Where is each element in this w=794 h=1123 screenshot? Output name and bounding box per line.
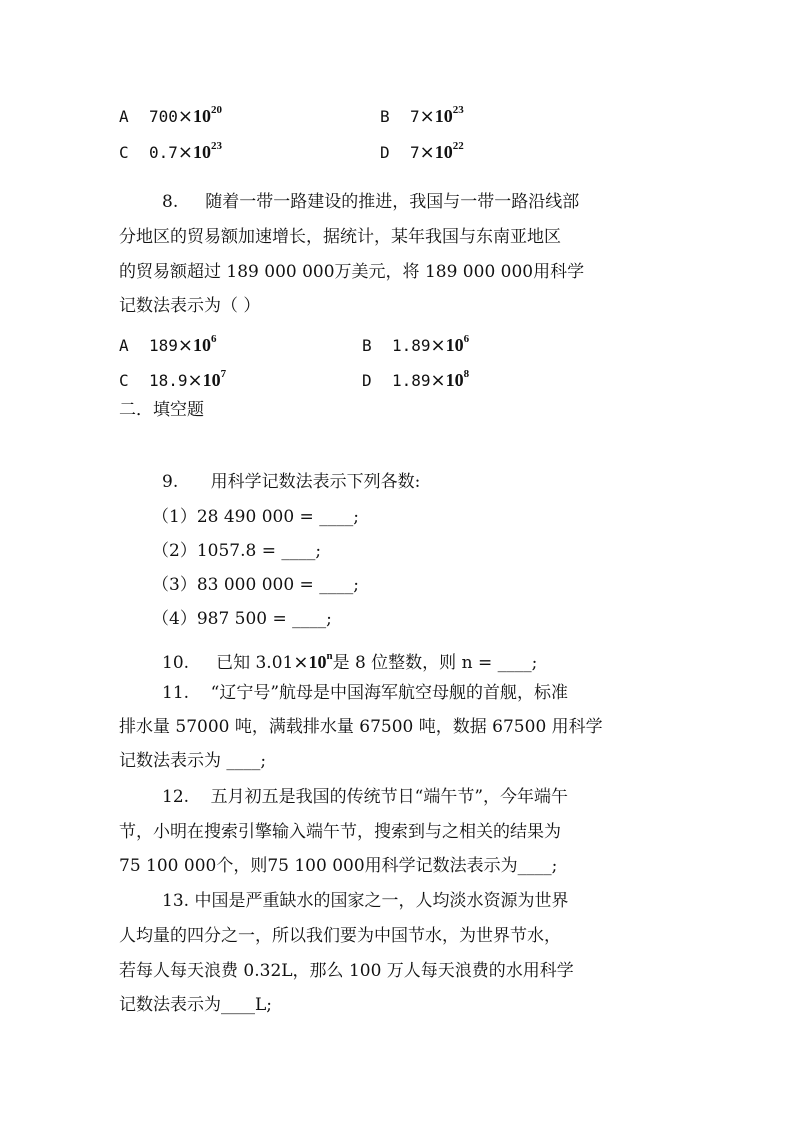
q8-line-4: 记数法表示为（ ）	[119, 296, 261, 316]
option-base: 7	[410, 143, 420, 162]
q8-line-2: 分地区的贸易额加速增长，据统计，某年我国与东南亚地区	[119, 227, 561, 247]
q13-line-1	[162, 889, 568, 913]
q7-option-a	[119, 100, 222, 129]
times-sign: ×	[419, 142, 435, 163]
q9-item-3: （3）83 000 000 = ____;	[152, 575, 359, 595]
option-letter: C	[119, 143, 129, 162]
option-letter: B	[380, 107, 390, 126]
power-of-ten: 10$^n$	[308, 650, 333, 672]
times-sign: ×	[430, 370, 446, 391]
times-sign: ×	[177, 142, 193, 163]
question-text: 五月初五是我国的传统节日“端午节”，今年端午	[210, 787, 569, 807]
times-sign: ×	[293, 652, 309, 673]
q8-line-1	[162, 190, 579, 214]
power-of-ten: $10^{22}$	[434, 140, 464, 162]
q7-option-c	[119, 136, 222, 165]
power-of-ten: $10^8$	[445, 368, 470, 390]
question-number: 9.	[162, 472, 179, 492]
times-sign: ×	[177, 106, 193, 127]
question-text-pre: 已知 3.01	[216, 653, 294, 673]
option-base: 7	[410, 107, 420, 126]
option-base: 18.9	[149, 371, 188, 390]
option-letter: D	[380, 143, 390, 162]
q7-option-b	[380, 100, 464, 129]
question-text-post: 是 8 位整数，则 n = ____;	[332, 653, 538, 673]
q12-line-2: 节，小明在搜索引擎输入端午节，搜索到与之相关的结果为	[119, 822, 561, 842]
q7-option-d	[380, 136, 464, 165]
q9-item-1: （1）28 490 000 = ____;	[152, 507, 359, 527]
power-of-ten: $10^6$	[193, 333, 217, 355]
power-of-ten: $10^{20}$	[193, 104, 222, 126]
question-text: “辽宁号”航母是中国海军航空母舰的首舰，标准	[210, 683, 569, 703]
option-base: 1.89	[392, 336, 431, 355]
q8-option-b	[362, 329, 469, 358]
question-number: 8.	[162, 192, 179, 212]
question-text: 随着一带一路建设的推进，我国与一带一路沿线部	[205, 192, 580, 212]
option-base: 1.89	[392, 371, 431, 390]
option-letter: B	[362, 336, 372, 355]
q11-line-1	[162, 681, 568, 705]
q8-option-c	[119, 364, 226, 393]
q13-line-3: 若每人每天浪费 0.32L，那么 100 万人每天浪费的水用科学	[119, 961, 574, 981]
q11-line-3: 记数法表示为 ____;	[119, 751, 267, 771]
option-base: 0.7	[149, 143, 178, 162]
power-of-ten: $10^{23}$	[434, 104, 464, 126]
question-text: 中国是严重缺水的国家之一，人均淡水资源为世界	[194, 891, 569, 911]
power-of-ten: $10^7$	[202, 368, 227, 390]
q9-item-4: （4）987 500 = ____;	[152, 609, 332, 629]
q8-line-3: 的贸易额超过 189 000 000万美元，将 189 000 000用科学	[119, 262, 585, 282]
q12-line-3: 75 100 000个，则75 100 000用科学记数法表示为____;	[119, 856, 558, 876]
q9-stem	[162, 470, 420, 494]
option-letter: A	[119, 107, 129, 126]
option-letter: C	[119, 371, 129, 390]
option-letter: D	[362, 371, 372, 390]
times-sign: ×	[430, 335, 446, 356]
times-sign: ×	[419, 106, 435, 127]
q12-line-1	[162, 785, 568, 809]
power-of-ten: $10^{23}$	[193, 140, 222, 162]
times-sign: ×	[177, 335, 193, 356]
q11-line-2: 排水量 57000 吨，满载排水量 67500 吨，数据 67500 用科学	[119, 717, 603, 737]
power-of-ten: $10^6$	[445, 333, 470, 355]
question-text: 用科学记数法表示下列各数:	[210, 472, 421, 492]
q13-line-4: 记数法表示为____L;	[119, 995, 273, 1015]
question-number: 13.	[162, 891, 190, 911]
q8-option-a	[119, 329, 217, 358]
question-number: 12.	[162, 787, 190, 807]
option-base: 700	[149, 107, 178, 126]
section-title: 二．填空题	[119, 400, 204, 420]
q10-line	[162, 646, 537, 675]
question-number: 11.	[162, 683, 190, 703]
q13-line-2: 人均量的四分之一，所以我们要为中国节水，为世界节水，	[119, 926, 561, 946]
option-base: 189	[149, 336, 178, 355]
q9-item-2: （2）1057.8 = ____;	[152, 541, 322, 561]
q8-option-d	[362, 364, 469, 393]
option-letter: A	[119, 336, 129, 355]
times-sign: ×	[187, 370, 203, 391]
question-number: 10.	[162, 653, 190, 673]
